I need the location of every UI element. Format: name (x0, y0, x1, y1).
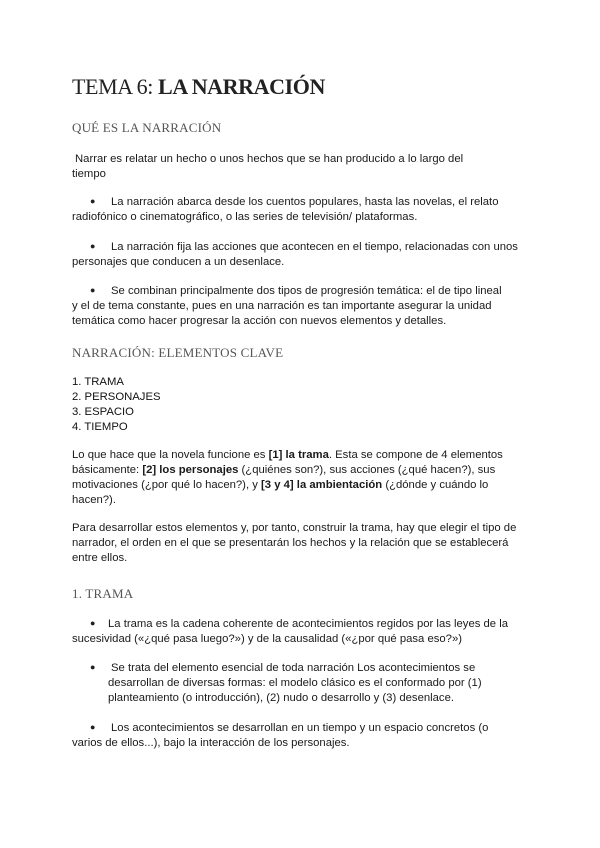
bold-term: [3 y 4] la ambientación (261, 479, 383, 491)
list-item: desarrollan de diversas formas: el modelo clásico es el conformado por (1) (108, 677, 482, 689)
title-prefix: TEMA 6: (72, 74, 153, 99)
section-heading-que-es: QUÉ ES LA NARRACIÓN (72, 120, 222, 135)
paragraph-line: motivaciones (¿por qué lo hacen?), y [3 y 4] la ambientación (¿dónde y cuándo lo (72, 479, 489, 491)
list-item: La trama es la cadena coherente de acontecimientos regidos por las leyes de la (108, 618, 509, 630)
list-item: y el de tema constante, pues en una narración es tan importante asegurar la unidad (72, 300, 492, 312)
paragraph-line: Para desarrollar estos elementos y, por tanto, construir la trama, hay que elegir el tipo de (72, 522, 517, 534)
list-item: Los acontecimientos se desarrollan en un tiempo y un espacio concretos (o (111, 722, 489, 734)
title-main: LA NARRACIÓN (158, 74, 325, 99)
list-item: Se combinan principalmente dos tipos de progresión temática: el de tipo lineal (111, 285, 502, 297)
list-item: 3. ESPACIO (72, 406, 134, 418)
list-item: 4. TIEMPO (72, 421, 128, 433)
bullet-icon: ● (90, 618, 96, 628)
list-item: 2. PERSONAJES (72, 391, 161, 403)
paragraph-line: hacen?). (72, 494, 116, 506)
paragraph-line: básicamente: [2] los personajes (¿quiénes son?), sus acciones (¿qué hacen?), sus (72, 464, 496, 476)
paragraph-line: entre ellos. (72, 552, 128, 564)
bullet-icon: ● (90, 196, 96, 206)
bullet-icon: ● (90, 662, 96, 672)
bullet-icon: ● (90, 285, 96, 295)
list-item: La narración abarca desde los cuentos populares, hasta las novelas, el relato (111, 196, 499, 208)
intro-line: Narrar es relatar un hecho o unos hechos que se han producido a lo largo del (75, 153, 464, 165)
paragraph-line: narrador, el orden en el que se presentarán los hechos y la relación que se establecerá (72, 537, 509, 549)
intro-line: tiempo (72, 168, 106, 180)
list-item: Se trata del elemento esencial de toda narración Los acontecimientos se (111, 662, 476, 674)
list-item: 1. TRAMA (72, 376, 124, 388)
page-title (72, 74, 325, 100)
section-heading-elementos: NARRACIÓN: ELEMENTOS CLAVE (72, 345, 284, 360)
bullet-icon: ● (90, 241, 96, 251)
list-item: sucesividad («¿qué pasa luego?») y de la causalidad («¿por qué pasa eso?») (72, 633, 462, 645)
list-item: varios de ellos...), bajo la interacción de los personajes. (72, 737, 350, 749)
list-item: planteamiento (o introducción), (2) nudo o desarrollo y (3) desenlace. (108, 692, 455, 704)
bold-term: [2] los personajes (142, 464, 239, 476)
list-item: personajes que conducen a un desenlace. (72, 256, 285, 268)
paragraph-line: Lo que hace que la novela funcione es [1] la trama. Esta se compone de 4 elementos (72, 449, 503, 461)
section-heading-trama: 1. TRAMA (72, 586, 134, 601)
list-item: radiofónico o cinematográfico, o las series de televisión/ plataformas. (72, 211, 418, 223)
bullet-icon: ● (90, 722, 96, 732)
list-item: La narración fija las acciones que acontecen en el tiempo, relacionadas con unos (111, 241, 518, 253)
list-item: temática como hacer progresar la acción con nuevos elementos y detalles. (72, 315, 447, 327)
bold-term: [1] la trama (268, 449, 329, 461)
